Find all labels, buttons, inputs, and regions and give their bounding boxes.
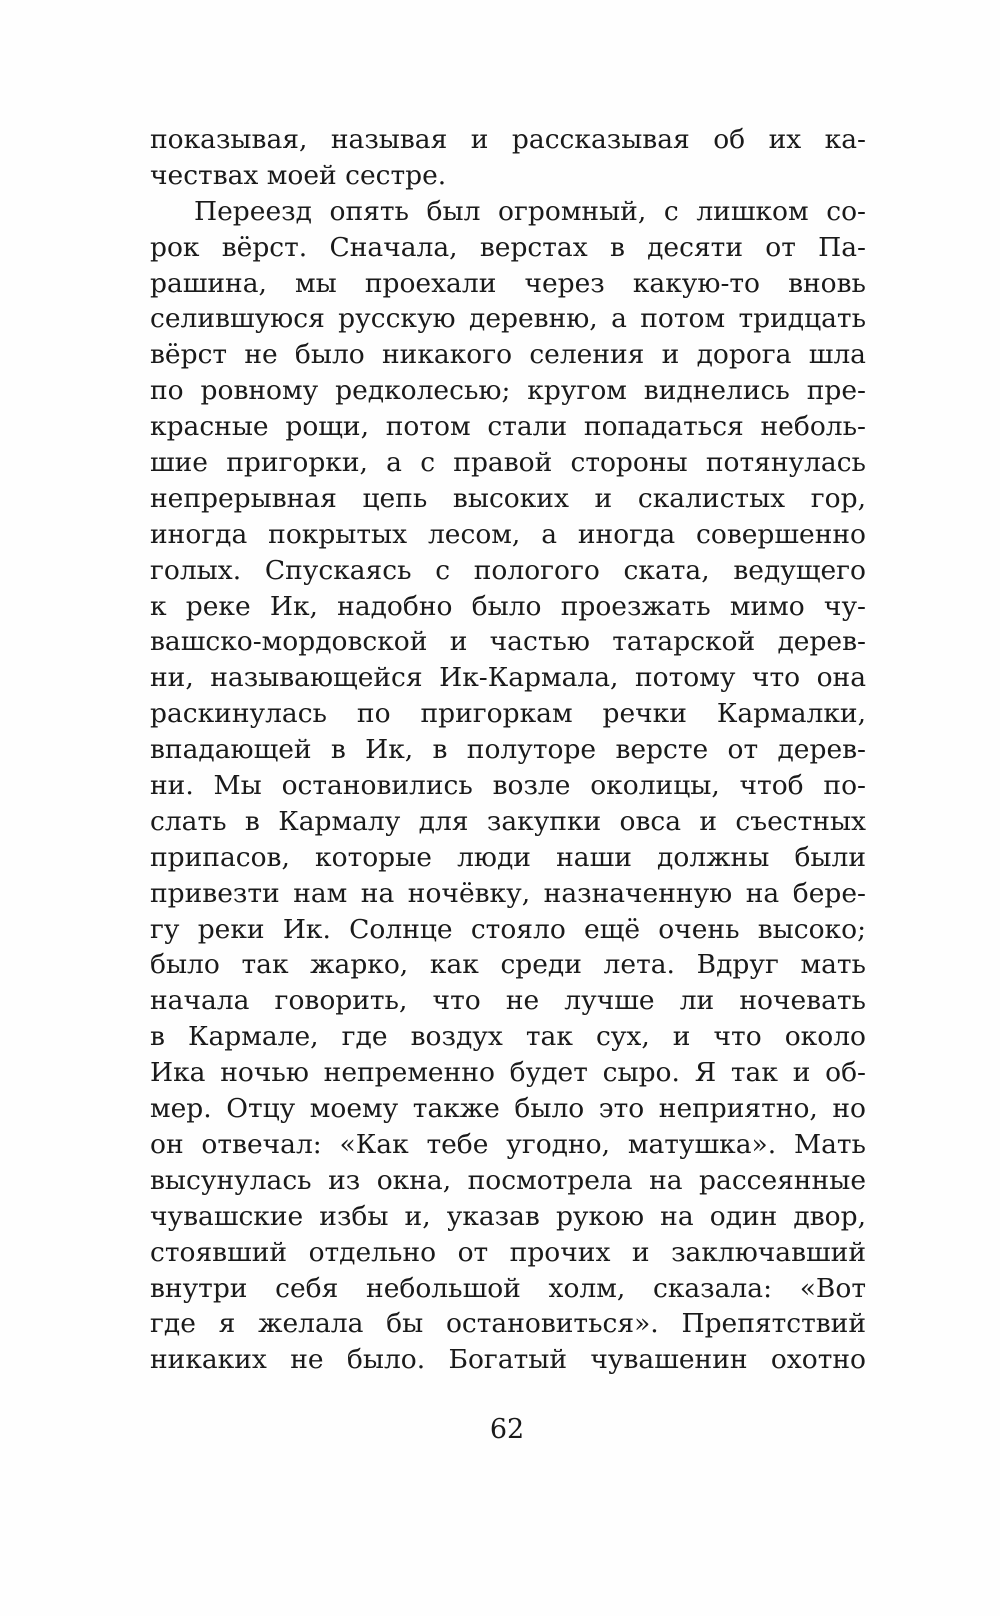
text-line: привезти нам на ночёвку, назначенную на бере- [150, 877, 866, 909]
text-line: иногда покрытых лесом, а иногда совершенно [150, 518, 866, 550]
text-line: непрерывная цепь высоких и скалистых гор, [150, 482, 866, 514]
text-line: гу реки Ик. Солнце стояло ещё очень высоко; [150, 913, 866, 945]
text-line: вашско-мордовской и частью татарской дерев- [150, 626, 866, 658]
text-line: слать в Кармалу для закупки овса и съестных [150, 805, 866, 837]
text-line: припасов, которые люди наши должны были [150, 841, 866, 873]
text-line: мер. Отцу моему также было это неприятно, но [150, 1093, 866, 1125]
text-line: Ика ночью непременно будет сыро. Я так и об- [150, 1057, 866, 1089]
text-line: было так жарко, как среди лета. Вдруг мать [150, 949, 866, 981]
text-line [150, 1378, 866, 1414]
text-line: селившуюся русскую деревню, а потом тридцать [150, 303, 866, 335]
text-line: по ровному редколесью; кругом виднелись пре- [150, 375, 866, 407]
body-text [150, 122, 866, 1450]
text-line: показывая, называя и рассказывая об их ка- [150, 124, 866, 155]
text-line: начала говорить, что не лучше ли ночевать [150, 985, 866, 1017]
text-line: ни. Мы остановились возле околицы, чтоб по- [150, 770, 866, 802]
text-line: стоявший отдельно от прочих и заключавший [150, 1236, 866, 1268]
text-line: рок вёрст. Сначала, верстах в десяти от Па- [150, 231, 866, 263]
text-line: к реке Ик, надобно было проезжать мимо чу- [150, 590, 866, 622]
text-line: в Кармале, где воздух так сух, и что около [150, 1021, 866, 1053]
text-line: вёрст не было никакого селения и дорога шла [150, 339, 866, 371]
text-line: ни, называющейся Ик-Кармала, потому что она [150, 662, 866, 694]
text-line: высунулась из окна, посмотрела на рассеянные [150, 1164, 866, 1196]
text-line: чувашские избы и, указав рукою на один двор, [150, 1200, 866, 1232]
page-number: 62 [489, 1414, 525, 1445]
text-line: впадающей в Ик, в полуторе версте от дерев- [150, 734, 866, 766]
text-line: он отвечал: «Как тебе угодно, матушка». Мать [150, 1128, 866, 1160]
text-line: шие пригорки, а с правой стороны потянулась [150, 447, 866, 479]
text-line: никаких не было. Богатый чувашенин охотно [150, 1344, 866, 1376]
text-line: рашина, мы проехали через какую-то вновь [150, 267, 866, 299]
text-line: Переезд опять был огромный, с лишком со- [194, 195, 866, 227]
text-line: раскинулась по пригоркам речки Кармалки, [150, 698, 866, 730]
text-line: красные рощи, потом стали попадаться неболь- [150, 411, 866, 443]
text-line: чествах моей сестре. [150, 159, 447, 191]
text-line: где я желала бы остановиться». Препятствий [150, 1308, 866, 1340]
text-line: голых. Спускаясь с пологого ската, ведущего [150, 554, 866, 586]
text-line: внутри себя небольшой холм, сказала: «Вот [150, 1272, 866, 1304]
